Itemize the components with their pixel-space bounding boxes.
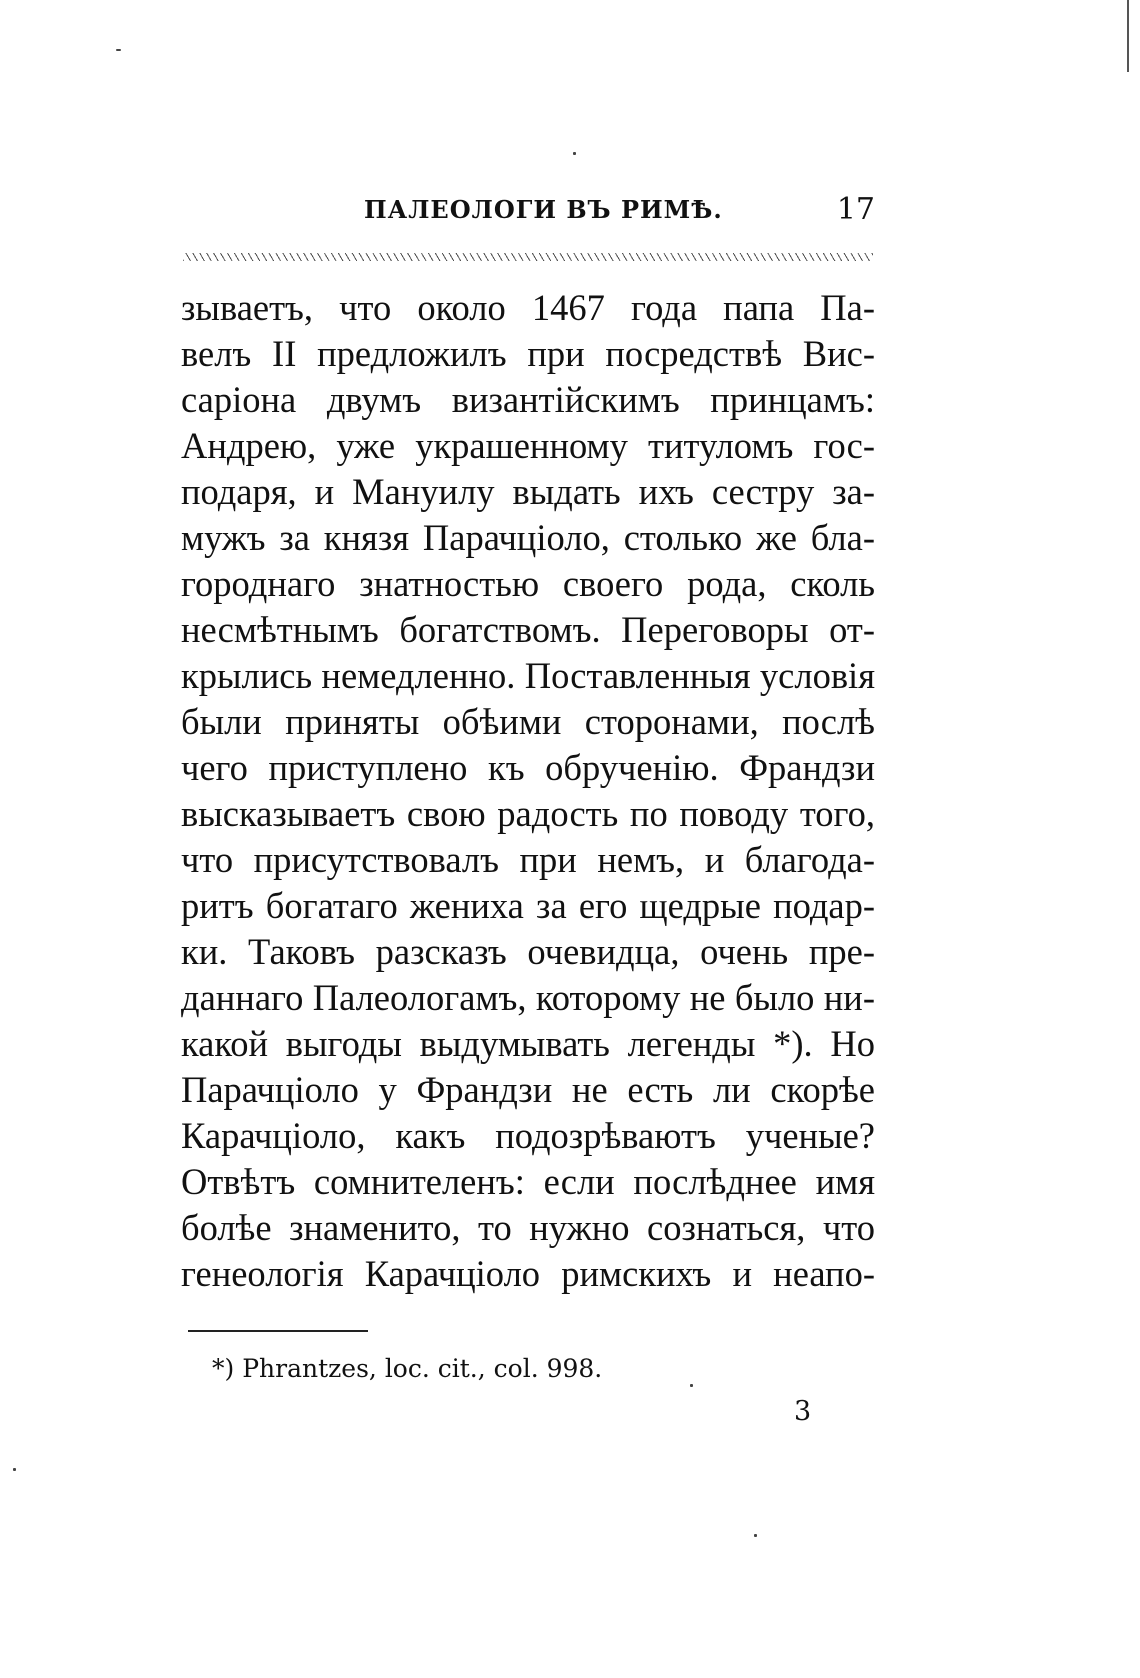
footnote: *) Phrantzes, loc. cit., col. 998. (212, 1354, 603, 1383)
text-line: высказываетъ свою радость по поводу того, (181, 793, 875, 834)
text-line: Парачціоло у Франдзи не есть ли скорѣе (181, 1069, 875, 1110)
page-edge-line (1127, 0, 1129, 72)
scan-speck (573, 152, 576, 155)
text-line: городнаго знатностью своего рода, сколь (181, 563, 875, 604)
text-line: что присутствовалъ при немъ, и благода- (181, 839, 875, 880)
footnote-rule (188, 1330, 368, 1332)
scan-speck (13, 1468, 16, 1471)
text-line: несмѣтнымъ богатствомъ. Переговоры от- (181, 609, 875, 650)
text-line: ритъ богатаго жениха за его щедрые подар- (181, 885, 875, 926)
signature-mark: 3 (794, 1396, 812, 1427)
text-line: велъ II предложилъ при посредствѣ Вис- (181, 333, 875, 374)
header-rule (183, 253, 873, 261)
text-line: генеологія Карачціоло римскихъ и неапо- (181, 1253, 875, 1294)
running-head (181, 192, 875, 232)
text-line: Карачціоло, какъ подозрѣваютъ ученые? (181, 1115, 875, 1156)
text-line: подаря, и Мануилу выдать ихъ сестру за- (181, 471, 875, 512)
text-line: чего приступлено къ обрученію. Франдзи (181, 747, 875, 788)
running-title: ПАЛЕОЛОГИ ВЪ РИМѢ. (364, 195, 723, 224)
text-line: болѣе знаменито, то нужно сознаться, что (181, 1207, 875, 1248)
body-text (181, 285, 875, 1297)
text-line: ки. Таковъ разсказъ очевидца, очень пре- (181, 931, 875, 972)
text-line: даннаго Палеологамъ, которому не было ни- (181, 977, 875, 1018)
text-line: зываетъ, что около 1467 года папа Па- (181, 287, 875, 328)
text-line: мужъ за князя Парачціоло, столько же бла- (181, 517, 875, 558)
text-line: Андрею, уже украшенному титуломъ гос- (181, 425, 875, 466)
scan-speck (690, 1384, 693, 1387)
text-line: были приняты обѣими сторонами, послѣ (181, 701, 875, 742)
text-line: саріона двумъ византійскимъ принцамъ: (181, 379, 875, 420)
page-number: 17 (836, 192, 875, 227)
text-line: крылись немедленно. Поставленныя условія (181, 655, 875, 696)
scan-speck (754, 1534, 757, 1537)
scan-speck (116, 49, 121, 51)
text-line: какой выгоды выдумывать легенды *). Но (181, 1023, 875, 1064)
text-line: Отвѣтъ сомнителенъ: если послѣднее имя (181, 1161, 875, 1202)
